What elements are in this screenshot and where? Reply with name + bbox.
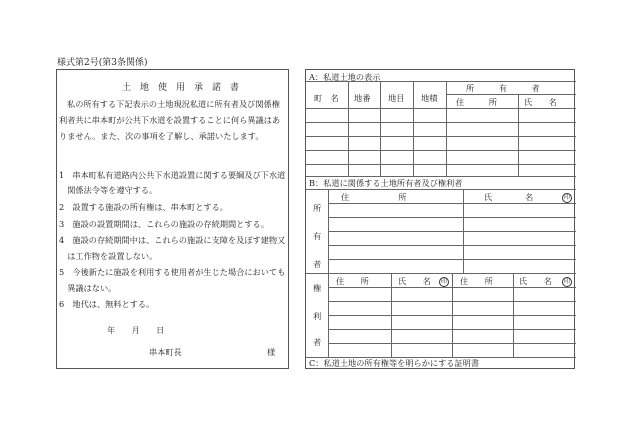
b-holder-header-address-1: 住 所 [336, 276, 369, 286]
b-holder-label-2: 利 [313, 311, 322, 321]
intro-line-2: 利者共に串本町が公共下水道を設置することに何ら異議はあ [59, 115, 281, 125]
b-owner-header-name: 氏 名 [484, 192, 534, 202]
b-holder-header-address-2: 住 所 [460, 276, 493, 286]
form-id: 様式第2号(第3条関係) [57, 58, 148, 68]
addressee-suffix: 様 [267, 347, 276, 357]
b-owner-header-address: 住 所 [341, 192, 407, 202]
item-line-7: 5 今後新たに施設を利用する使用者が生じた場合においても [59, 267, 286, 277]
b-holder-label-1: 権 [313, 283, 322, 293]
section-b-title: B：私道に関係する土地所有者及び権利者 [309, 178, 463, 188]
b-holder-header-name-1: 氏 名 [398, 276, 431, 286]
b-holder-label-3: 者 [313, 337, 322, 347]
a-header-owner: 所 有 者 [466, 83, 540, 93]
addressee-name: 串本町長 [149, 347, 182, 357]
item-line-6: は工作物を設置しない。 [59, 251, 158, 261]
date-field: 年 月 日 [107, 325, 165, 335]
consent-title: 土 地 使 用 承 諾 書 [122, 83, 240, 93]
b-owner-label-2: 有 [313, 231, 322, 241]
item-line-8: 異議はない。 [59, 283, 117, 293]
a-header-town: 町 名 [314, 93, 339, 103]
intro-line-1: 私の所有する下記表示の土地現況私道に所有者及び関係権 [67, 99, 280, 109]
item-line-5: 4 施設の存続期間中は、これらの施設に支障を及ぼす建物又 [59, 235, 286, 245]
a-header-area: 地積 [421, 93, 438, 103]
intro-line-3: りません。また、次の事項を了解し、承諾いたします。 [59, 131, 264, 141]
a-header-lot: 地番 [354, 93, 371, 103]
a-header-owner-name: 氏 名 [524, 97, 557, 107]
a-header-category: 地目 [388, 93, 405, 103]
b-holder-seal-1: 印 [440, 278, 447, 285]
b-holder-seal-2: 印 [563, 278, 570, 285]
item-line-9: 6 地代は、無料とする。 [59, 299, 155, 309]
item-line-4: 3 施設の設置期間は、これらの施設の存続期間とする。 [59, 219, 269, 229]
item-line-1: 1 串本町私有道路内公共下水道設置に関する要綱及び下水道 [59, 170, 286, 180]
b-owner-label-3: 者 [313, 259, 322, 269]
section-c-title: C：私道土地の所有権等を明らかにする証明書 [309, 358, 480, 368]
b-owner-seal: 印 [563, 194, 570, 201]
section-a-title: A：私道土地の表示 [309, 72, 381, 82]
b-owner-label-1: 所 [313, 203, 322, 213]
consent-panel [56, 69, 289, 369]
a-header-owner-address: 住 所 [456, 97, 497, 107]
item-line-3: 2 設置する施設の所有権は、串本町とする。 [59, 202, 228, 212]
b-holder-header-name-2: 氏 名 [519, 276, 552, 286]
item-line-2: 関係法令等を遵守する。 [59, 185, 158, 195]
land-table-panel [305, 69, 575, 369]
